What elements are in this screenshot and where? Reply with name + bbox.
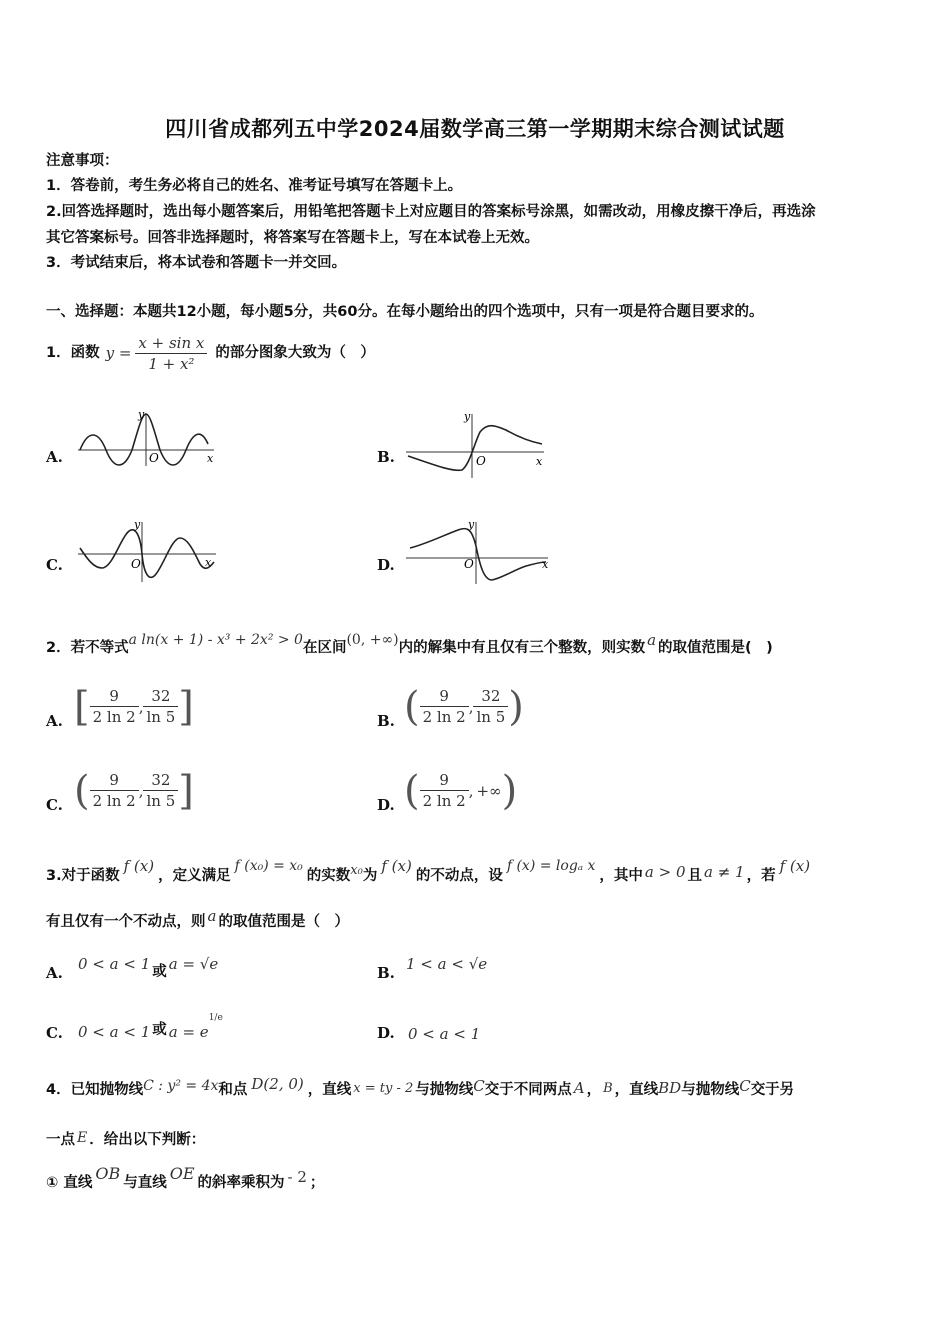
q1-option-d-label: D.	[377, 556, 395, 574]
q2-d-infinity: +∞	[476, 781, 502, 800]
q3-part7: 且	[687, 868, 702, 884]
q1-option-a-label: A.	[46, 448, 63, 466]
q4-part3: ，直线	[307, 1082, 352, 1098]
q2-d-right-bracket: )	[501, 767, 518, 814]
q3-a-expr: 0 < a < 1	[78, 955, 151, 973]
q2-option-a: [ $\frac{9}{2 \ln 2}$ , $\frac{32}{\ln 5}$ ]	[74, 683, 194, 730]
section-heading: 一、选择题：本题共12小题，每小题5分，共60分。在每小题给出的四个选项中，只有一项是符合题目要求的。	[46, 304, 764, 320]
q3-part5: 的不动点，设	[415, 868, 503, 884]
q2-a-right-bracket: ]	[178, 683, 194, 730]
q1-option-c-label: C.	[46, 556, 63, 574]
q3-part2: ，定义满足	[158, 868, 231, 884]
notice-item-1: 1．答卷前，考生务必将自己的姓名、准考证号填写在答题卡上。	[46, 178, 463, 194]
q2-a-den1: 2 ln 2	[92, 708, 136, 726]
q2-b-left-bracket: (	[404, 683, 420, 730]
notice-item-2-cont: 其它答案标号。回答非选择题时，将答案写在答题卡上，写在本试卷上无效。	[46, 230, 539, 246]
question-4	[46, 1070, 794, 1110]
q1-b-y-label: y	[464, 410, 471, 423]
q3-option-a-label: A.	[46, 964, 63, 982]
q3-option-d	[408, 1024, 480, 1043]
q2-option-d: ( $\frac{9}{2 \ln 2}$ , +∞ )	[404, 767, 518, 814]
q3-line2-a: 有且仅有一个不动点，则	[46, 914, 206, 930]
q3-part3: 的实数	[306, 868, 351, 884]
q4-j1-part4: ；	[309, 1175, 325, 1191]
q4-comma: ，	[586, 1082, 602, 1098]
q3-fx-3: f (x)	[779, 857, 811, 875]
q3-a-or: 或	[152, 964, 167, 980]
q2-a-num2: 32	[143, 686, 178, 707]
q3-d-expr: 0 < a < 1	[408, 1025, 481, 1043]
q3-x0: x₀	[350, 862, 363, 878]
q4-c: C	[473, 1077, 485, 1095]
question-1	[46, 328, 375, 378]
q1-b-x-label: x	[536, 455, 543, 468]
q2-mid: 在区间	[302, 640, 347, 656]
q2-a-left-bracket: [	[74, 683, 90, 730]
q3-part8: ，若	[746, 868, 776, 884]
q4-point-d: D(2, 0)	[251, 1075, 304, 1093]
q3-option-c	[78, 1013, 223, 1042]
q3-c-expr2: a = e	[168, 1023, 209, 1041]
q3-option-a	[78, 954, 219, 980]
q2-b-num1: 9	[420, 686, 469, 707]
q3-part6: ，其中	[599, 868, 643, 884]
q3-c-or: 或	[152, 1022, 167, 1038]
q1-option-b-label: B.	[377, 448, 395, 466]
q2-option-b-label: B.	[377, 712, 395, 730]
q4-part6: ，直线	[614, 1082, 659, 1098]
q3-part1: 3.对于函数	[46, 868, 120, 884]
q3-option-b-label: B.	[377, 964, 395, 982]
q2-c-left-bracket: (	[74, 767, 90, 814]
q4-e: E	[77, 1130, 88, 1146]
q4-parabola: C : y² = 4x	[143, 1078, 219, 1094]
q3-c-exponent: 1/e	[208, 1013, 223, 1023]
q2-c-right-bracket: ]	[178, 767, 194, 814]
q2-b-right-bracket: )	[508, 683, 524, 730]
q4-line2-b: ．给出以下判断：	[89, 1132, 206, 1148]
q3-part4: 为	[362, 868, 378, 884]
q2-prefix: 2．若不等式	[46, 640, 129, 656]
q4-ob: OB	[95, 1163, 121, 1183]
q3-function-def: f (x) = logₐ x	[506, 858, 596, 874]
q1-d-origin: O	[464, 557, 474, 571]
q1-suffix: 的部分图象大致为（ ）	[215, 345, 375, 361]
q1-option-c-graph	[74, 516, 224, 584]
q2-b-den2: ln 5	[476, 708, 506, 726]
q3-a-expr2: a = √e	[168, 955, 219, 973]
q4-line: x = ty - 2	[353, 1080, 414, 1096]
q1-a-y-label: y	[138, 408, 145, 421]
q2-option-c-label: C.	[46, 796, 63, 814]
q4-judgment-1	[46, 1163, 325, 1200]
q4-part1: 4．已知抛物线	[46, 1082, 144, 1098]
q3-fx: f (x)	[123, 857, 155, 875]
q3-fx-2: f (x)	[381, 857, 412, 875]
q2-b-num2: 32	[473, 686, 508, 707]
q2-option-b: ( $\frac{9}{2 \ln 2}$ , $\frac{32}{\ln 5}$ )	[404, 683, 524, 730]
q4-part2: 和点	[218, 1082, 248, 1098]
q1-numerator: x + sin x	[135, 333, 207, 354]
q4-part4: 与抛物线	[415, 1082, 474, 1098]
q2-text: 内的解集中有且仅有三个整数，则实数	[398, 640, 646, 656]
question-3	[46, 854, 810, 898]
q1-c-x-label: x	[205, 556, 212, 569]
q2-d-left-bracket: (	[404, 767, 420, 814]
q2-c-den1: 2 ln 2	[92, 792, 136, 810]
q4-line2-a: 一点	[46, 1132, 75, 1148]
q1-c-origin: O	[131, 557, 141, 571]
q1-option-a-graph	[74, 408, 224, 468]
question-4-line2	[46, 1130, 205, 1150]
q3-option-d-label: D.	[377, 1024, 395, 1042]
question-3-line2	[46, 907, 349, 932]
q1-fraction	[135, 333, 207, 374]
notice-heading: 注意事项：	[46, 153, 119, 169]
q1-d-x-label: x	[542, 558, 549, 571]
q2-c-num2: 32	[143, 770, 178, 791]
q2-c-den2: ln 5	[146, 792, 176, 810]
q3-c-expr: 0 < a < 1	[78, 1023, 151, 1041]
q1-option-b-graph	[402, 408, 552, 478]
notice-item-2: 2.回答选择题时，选出每小题答案后，用铅笔把答题卡上对应题目的答案标号涂黑，如需改动，用橡皮擦干净后，再选涂	[46, 204, 816, 220]
q1-option-d-graph	[402, 516, 552, 586]
q1-y-eq: y =	[105, 344, 132, 362]
q2-suffix: 的取值范围是( )	[658, 640, 773, 656]
q1-a-origin: O	[149, 451, 159, 465]
q2-d-den1: 2 ln 2	[422, 792, 466, 810]
q4-j1-part3: 的斜率乘积为	[197, 1175, 285, 1191]
q2-option-c: ( $\frac{9}{2 \ln 2}$ , $\frac{32}{\ln 5}$ ]	[74, 767, 194, 814]
page-title: 四川省成都列五中学2024届数学高三第一学期期末综合测试试题	[165, 117, 785, 141]
q1-denominator: 1 + x²	[148, 354, 195, 373]
q2-a-num1: 9	[90, 686, 139, 707]
q2-interval: (0, +∞)	[346, 632, 399, 648]
q2-inequality: a ln(x + 1) - x³ + 2x² > 0	[128, 632, 303, 648]
q2-option-a-label: A.	[46, 712, 63, 730]
q1-c-y-label: y	[134, 518, 141, 531]
q3-option-c-label: C.	[46, 1024, 63, 1042]
q2-b-den1: 2 ln 2	[422, 708, 466, 726]
q2-c-num1: 9	[90, 770, 139, 791]
q4-b: B	[603, 1080, 613, 1096]
q2-var-a: a	[647, 631, 657, 649]
q2-d-num1: 9	[420, 770, 469, 791]
q1-a-x-label: x	[207, 452, 214, 465]
q1-prefix: 1．函数	[46, 345, 100, 361]
q4-j1-part1: ① 直线	[46, 1175, 93, 1191]
notice-item-3: 3．考试结束后，将本试卷和答题卡一并交回。	[46, 255, 347, 271]
q4-c-2: C	[739, 1077, 751, 1095]
q4-part5: 交于不同两点	[484, 1082, 572, 1098]
q4-oe: OE	[169, 1163, 195, 1183]
q4-value: - 2	[287, 1168, 307, 1186]
q3-var-a: a	[207, 907, 217, 925]
q4-part8: 交于另	[750, 1082, 795, 1098]
q4-j1-part2: 与直线	[123, 1175, 167, 1191]
q1-d-y-label: y	[468, 518, 475, 531]
q2-option-d-label: D.	[377, 796, 395, 814]
q1-b-origin: O	[476, 454, 486, 468]
q3-cond2: a ≠ 1	[703, 863, 745, 881]
q3-b-expr: 1 < a < √e	[406, 955, 488, 973]
q3-option-b	[406, 954, 487, 973]
question-2	[46, 628, 773, 668]
q3-cond1: a > 0	[644, 863, 686, 881]
q3-fixed-def: f (x₀) = x₀	[234, 858, 303, 874]
q3-line2-b: 的取值范围是（ ）	[218, 914, 349, 930]
q4-bd: BD	[658, 1079, 682, 1097]
q4-part7: 与抛物线	[681, 1082, 740, 1098]
q4-a: A	[573, 1079, 585, 1097]
q2-a-den2: ln 5	[146, 708, 176, 726]
